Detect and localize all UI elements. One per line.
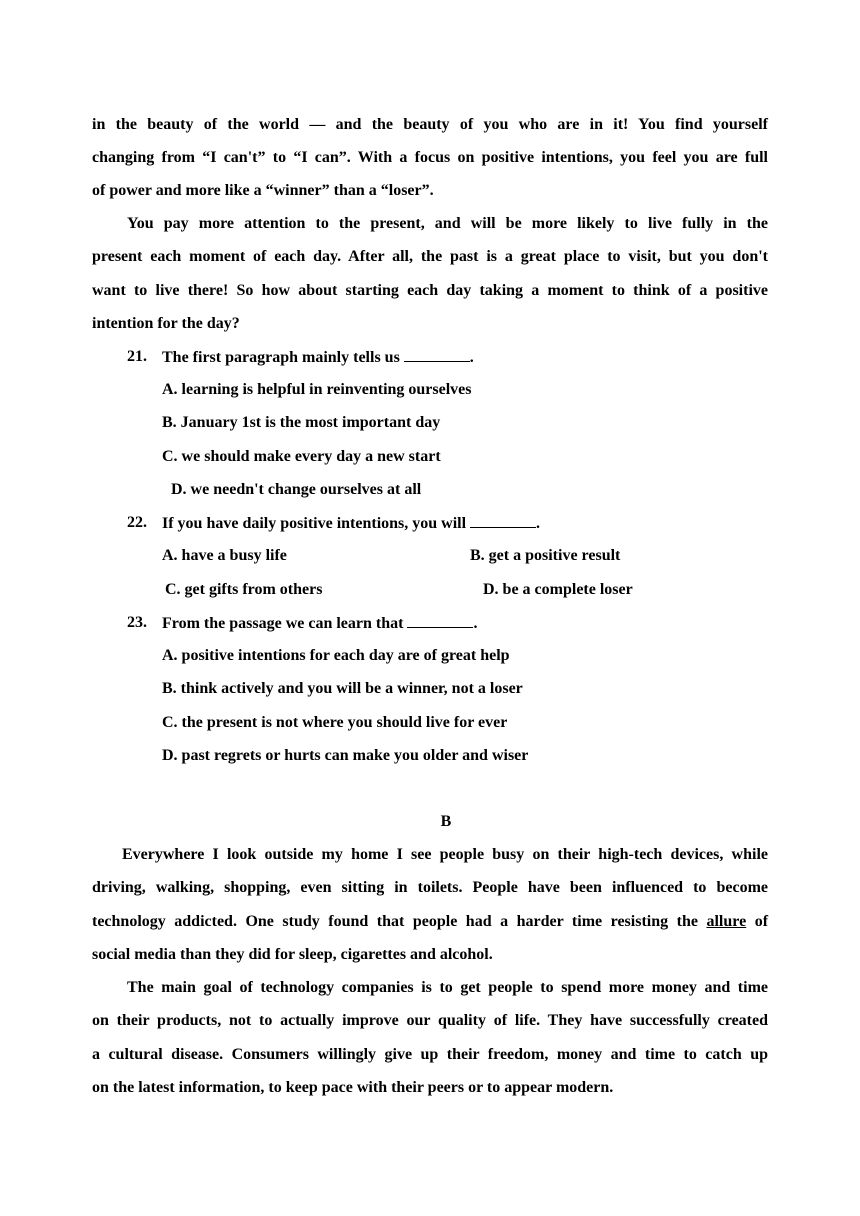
- passage-a-p1-line1: in the beauty of the world — and the beauty of you who are in it! You find yourself: [92, 116, 768, 133]
- answer-blank: [470, 513, 536, 528]
- question-21-period: .: [469, 349, 474, 366]
- passage-a-p2-line1: You pay more attention to the present, and will be more likely to live fully in the: [127, 215, 768, 232]
- section-b-p2-line1: The main goal of technology companies is to get people to spend more money and time: [127, 979, 768, 996]
- question-22-option-b: B. get a positive result: [470, 547, 621, 564]
- passage-a-p1-line2: changing from “I can't” to “I can”. With a focus on positive intentions, you feel you are full: [92, 149, 768, 166]
- question-21-option-c: C. we should make every day a new start: [162, 448, 441, 465]
- passage-a-p1-line3: of power and more like a “winner” than a “loser”.: [92, 182, 434, 199]
- section-b-p2-line4: on the latest information, to keep pace with their peers or to appear modern.: [92, 1079, 614, 1096]
- question-23-period: .: [473, 615, 478, 632]
- question-22-text: If you have daily positive intentions, you will: [162, 515, 467, 532]
- section-b-heading: B: [440, 813, 452, 830]
- section-b-p1-line1: Everywhere I look outside my home I see people busy on their high-tech devices, while: [122, 846, 768, 863]
- passage-a-p2-line4: intention for the day?: [92, 315, 240, 332]
- underlined-word-allure: allure: [706, 913, 747, 930]
- question-21-number: 21.: [127, 348, 147, 365]
- question-23-stem: [162, 613, 477, 634]
- section-b-p2-line2: on their products, not to actually improve our quality of life. They have successfully created: [92, 1012, 768, 1029]
- passage-a-p2-line2: present each moment of each day. After all, the past is a great place to visit, but you don't: [92, 248, 768, 265]
- section-b-p1-line4: social media than they did for sleep, cigarettes and alcohol.: [92, 946, 493, 963]
- question-21-stem: [162, 347, 474, 368]
- section-b-p1-line3: [92, 912, 768, 932]
- question-23-number: 23.: [127, 614, 147, 631]
- passage-a-p2-line3: want to live there! So how about starting each day taking a moment to think of a positive: [92, 282, 768, 299]
- question-21-option-d: D. we needn't change ourselves at all: [171, 481, 422, 498]
- question-23-option-b: B. think actively and you will be a winner, not a loser: [162, 680, 523, 697]
- answer-blank: [404, 347, 470, 362]
- question-21-option-b: B. January 1st is the most important day: [162, 414, 441, 431]
- section-b-p1-line3-end: of: [754, 913, 769, 930]
- question-22-option-d: D. be a complete loser: [483, 581, 633, 598]
- question-22-option-c: C. get gifts from others: [165, 581, 323, 598]
- section-b-p2-line3: a cultural disease. Consumers willingly give up their freedom, money and time to catch up: [92, 1046, 768, 1063]
- section-b-p1-line2: driving, walking, shopping, even sitting in toilets. People have been influenced to become: [92, 879, 768, 896]
- section-b-p1-line3-start: technology addicted. One study found that people had a harder time resisting the: [92, 913, 698, 930]
- question-22-stem: [162, 513, 540, 534]
- answer-blank: [407, 613, 473, 628]
- question-21-text: The first paragraph mainly tells us: [162, 349, 400, 366]
- question-23-option-c: C. the present is not where you should live for ever: [162, 714, 508, 731]
- question-22-period: .: [536, 515, 541, 532]
- question-23-option-d: D. past regrets or hurts can make you older and wiser: [162, 747, 529, 764]
- question-22-option-a: A. have a busy life: [162, 547, 287, 564]
- question-21-option-a: A. learning is helpful in reinventing ourselves: [162, 381, 472, 398]
- question-23-text: From the passage we can learn that: [162, 615, 404, 632]
- question-22-number: 22.: [127, 514, 147, 531]
- question-23-option-a: A. positive intentions for each day are of great help: [162, 647, 510, 664]
